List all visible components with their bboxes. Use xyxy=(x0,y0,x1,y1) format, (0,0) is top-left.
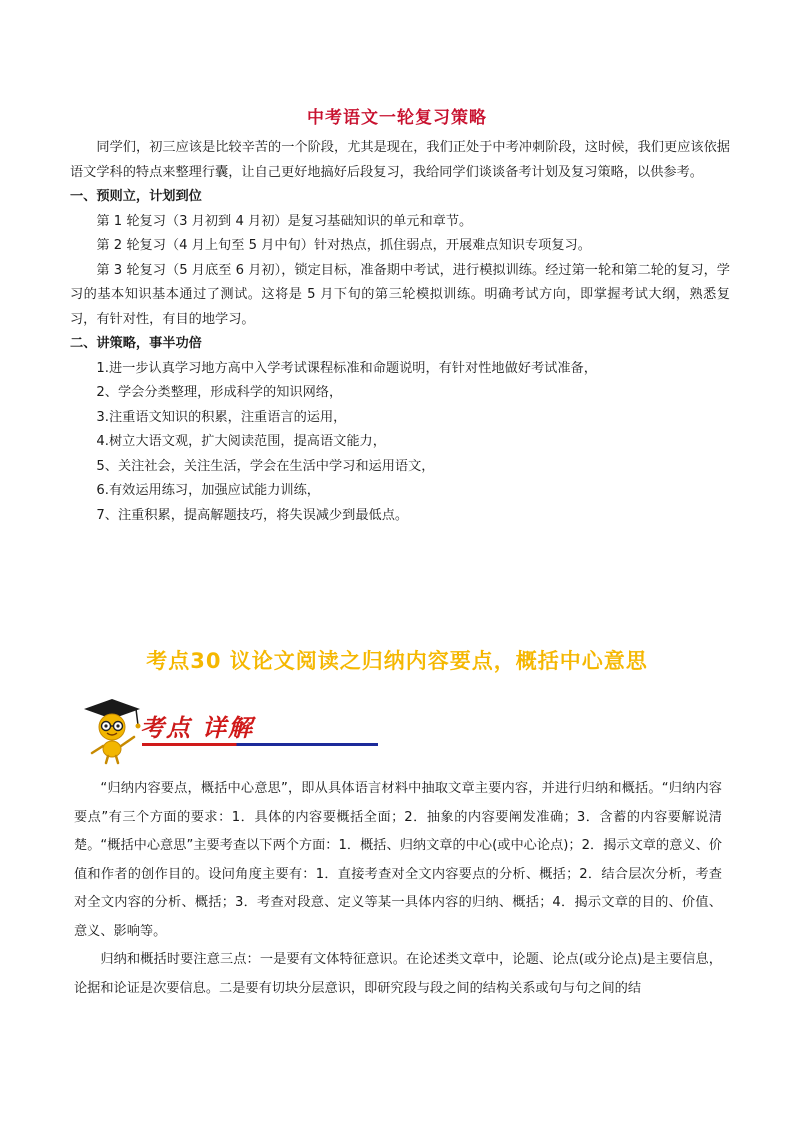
explanation-section xyxy=(74,775,722,1003)
plan-item-2: 第 2 轮复习（4 月上旬至 5 月中旬）针对热点，抓住弱点，开展难点知识专项复习。 xyxy=(96,238,591,253)
plan-item-1: 第 1 轮复习（3 月初到 4 月初）是复习基础知识的单元和章节。 xyxy=(96,213,473,229)
topic-banner: 考点30 议论文阅读之归纳内容要点，概括中心意思 xyxy=(146,649,648,673)
plan-item-3: 第 3 轮复习（5 月底至 6 月初），锁定目标，准备期中考试，进行模拟训练。经过第一轮和第二轮的复习，学习的基本知识基本通过了测试。这将是 5 月下旬的第三轮模拟训练。明确考试方向，即掌握考试大纲，熟悉复习，有针对性，有目的地学习。 xyxy=(70,262,730,327)
intro-paragraph: 同学们，初三应该是比较辛苦的一个阶段，尤其是现在，我们正处于中考冲刺阶段，这时候，我们更应该依据语文学科的特点来整理行囊，让自己更好地搞好后段复习，我给同学们谈谈备考计划及复习策略，以供参考。 xyxy=(70,140,730,180)
body-paragraph-2: 归纳和概括时要注意三点：一是要有文体特征意识。在论述类文章中，论题、论点(或分论点)是主要信息，论据和论证是次要信息。二是要有切块分层意识，即研究段与段之间的结构关系或句与句之间的结 xyxy=(74,952,722,996)
strategy-section xyxy=(70,136,730,528)
strategy-item-6: 6.有效运用练习，加强应试能力训练， xyxy=(96,483,320,498)
page-title: 中考语文一轮复习策略 xyxy=(307,108,487,128)
section-heading-1: 一、预则立，计划到位 xyxy=(70,189,202,204)
body-paragraph-1: “归纳内容要点，概括中心意思”，即从具体语言材料中抽取文章主要内容，并进行归纳和概括。“归纳内容要点”有三个方面的要求：1．具体的内容要概括全面；2．抽象的内容要阐发准确；3．含蓄的内容要解说清楚。“概括中心意思”主要考查以下两个方面：1．概括、归纳文章的中心(或中心论点)；2．揭示文章的意义、价值和作者的创作目的。设问角度主要有：1．直接考查对全文内容要点的分析、概括；2．结合层次分析，考查对全文内容的分析、概括；3．考查对段意、定义等某一具体内容的归纳、概括；4．揭示文章的目的、价值、意义、影响等。 xyxy=(74,781,722,939)
strategy-item-2: 2、学会分类整理，形成科学的知识网络， xyxy=(96,385,343,400)
logo-underline xyxy=(142,743,378,746)
strategy-item-1: 1.进一步认真学习地方高中入学考试课程标准和命题说明，有针对性地做好考试准备， xyxy=(96,360,597,376)
section-logo xyxy=(80,695,310,765)
logo-word-2: 详解 xyxy=(202,713,254,742)
graduate-mascot-icon xyxy=(80,695,144,765)
strategy-item-7: 7、注重积累，提高解题技巧，将失误减少到最低点。 xyxy=(96,507,409,523)
strategy-item-4: 4.树立大语文观，扩大阅读范围，提高语文能力， xyxy=(96,434,386,449)
logo-word-1: 考点 xyxy=(140,713,192,742)
strategy-item-3: 3.注重语文知识的积累，注重语言的运用， xyxy=(96,409,347,425)
section-heading-2: 二、讲策略，事半功倍 xyxy=(70,336,202,351)
logo-text xyxy=(140,708,254,743)
strategy-item-5: 5、关注社会，关注生活，学会在生活中学习和运用语文， xyxy=(96,458,435,474)
